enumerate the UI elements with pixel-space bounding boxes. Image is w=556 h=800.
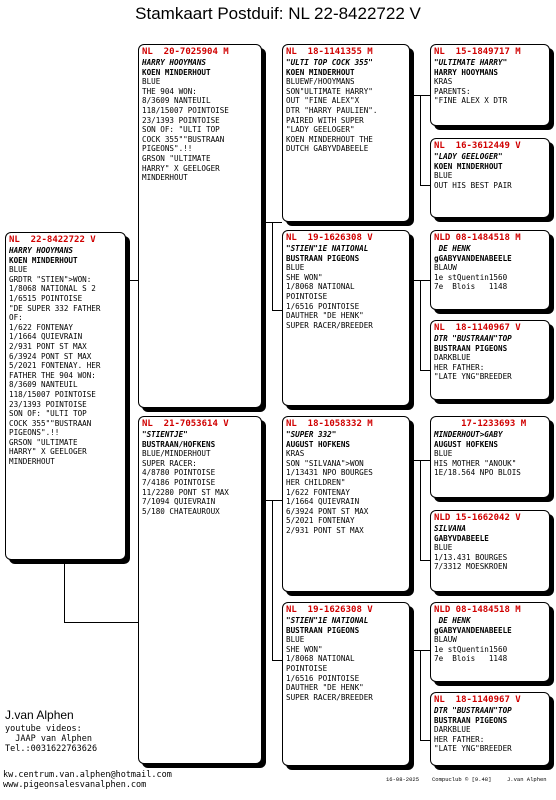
owner-name: gGABYVANDENABEELE	[434, 253, 512, 263]
pedigree-card-dds[interactable]	[430, 602, 550, 682]
detail-line: HER CHILDREN"	[286, 477, 346, 487]
detail-line: PIGEONS".!!	[9, 428, 60, 438]
detail-line: SON OF: "ULTI TOP	[142, 125, 220, 135]
ring-number: NLD 08-1484518 M	[434, 233, 521, 243]
detail-line: OF:	[9, 313, 23, 323]
detail-line: 1/8068 NATIONAL	[286, 654, 355, 664]
detail-line: HER FATHER:	[434, 734, 485, 744]
detail-line: 23/1393 POINTOISE	[142, 115, 220, 125]
detail-line: 4/8780 POINTOISE	[142, 468, 216, 478]
detail-line: 118/15007 POINTOISE	[9, 389, 96, 399]
owner-name: KOEN MINDERHOUT	[286, 67, 355, 77]
pedigree-card-subject[interactable]	[5, 232, 126, 560]
detail-line: 1/6516 POINTOISE	[286, 673, 360, 683]
ring-number: NL 15-1849717 M	[434, 47, 521, 57]
detail-line: "LATE YNG"BREEDER	[434, 372, 512, 382]
card-details	[142, 77, 258, 183]
pigeon-name: "ULTI TOP COCK 355"	[286, 58, 373, 67]
ring-number: NL 18-1141355 M	[286, 47, 373, 57]
detail-line: 8/3609 NANTEUIL	[9, 380, 78, 390]
ring-number: 17-1233693 M	[434, 419, 527, 429]
detail-line: PIGEONS".!!	[142, 144, 193, 154]
card-details	[286, 635, 406, 702]
detail-line: "DE SUPER 332 FATHER	[9, 303, 101, 313]
youtube-label: youtube videos:	[5, 724, 82, 734]
pedigree-card-dam[interactable]	[138, 416, 262, 764]
detail-line: MINDERHOUT	[142, 173, 188, 183]
owner-name: GABYVDABEELE	[434, 533, 489, 543]
pigeon-name: DE HENK	[434, 616, 471, 625]
detail-line: POINTOISE	[286, 663, 328, 673]
detail-line: SON OF: "ULTI TOP	[9, 409, 87, 419]
ring-number: NLD 08-1484518 M	[434, 605, 521, 615]
detail-line: 1/13.431 BOURGES	[434, 552, 508, 562]
card-details	[286, 449, 406, 535]
detail-line: 1/8068 NATIONAL S 2	[9, 284, 96, 294]
ring-number: NL 19-1626308 V	[286, 233, 373, 243]
detail-line: HIS MOTHER "ANOUK"	[434, 458, 517, 468]
pigeon-name: DE HENK	[434, 244, 471, 253]
detail-line: SHE WON"	[286, 644, 323, 654]
detail-line: 8/3609 NANTEUIL	[142, 96, 211, 106]
owner-name: KOEN MINDERHOUT	[142, 67, 211, 77]
detail-line: GRSON "ULTIMATE	[9, 437, 78, 447]
owner-name: BUSTRAAN/HOFKENS	[142, 439, 216, 449]
detail-line: HARRY" X GEELOGER	[9, 447, 87, 457]
owner-name: gGABYVANDENABEELE	[434, 625, 512, 635]
connector-line	[420, 560, 430, 561]
detail-line: 23/1393 POINTOISE	[9, 399, 87, 409]
pigeon-name: HARRY HOOYMANS	[142, 58, 207, 67]
connector-line	[126, 280, 138, 281]
connector-line	[420, 370, 430, 371]
detail-line: 1/8068 NATIONAL	[286, 282, 355, 292]
pedigree-card-sire-dam[interactable]	[282, 230, 410, 406]
detail-line: 2/931 PONT ST MAX	[286, 525, 364, 535]
detail-line: SON"ULTIMATE HARRY"	[286, 86, 373, 96]
pedigree-card-sire[interactable]	[138, 44, 262, 408]
detail-line: 1/6516 POINTOISE	[286, 301, 360, 311]
pigeon-name: "LADY GEELOGER"	[434, 152, 503, 161]
ring-number: NL 16-3612449 V	[434, 141, 521, 151]
ring-number: NL 22-8422722 V	[9, 235, 96, 245]
detail-line: 6/3924 PONT ST MAX	[9, 351, 92, 361]
pedigree-card-sss[interactable]	[430, 44, 550, 126]
youtube-channel: JAAP van Alphen	[5, 734, 92, 744]
card-details	[286, 77, 406, 154]
detail-line: 5/2021 FONTENAY. HER	[9, 361, 101, 371]
detail-line: KRAS	[434, 77, 453, 87]
owner-name: AUGUST HOFKENS	[286, 439, 351, 449]
telephone: Tel.:0031622763626	[5, 744, 98, 754]
owner-name: KOEN MINDERHOUT	[434, 161, 503, 171]
detail-line: SUPER RACER:	[142, 458, 197, 468]
detail-line: 7/1094 QUIEVRAIN	[142, 497, 216, 507]
ring-number: NL 18-1058332 M	[286, 419, 373, 429]
detail-line: BLAUW	[434, 263, 457, 273]
pedigree-card-sds[interactable]	[430, 230, 550, 310]
detail-line: 6/3924 PONT ST MAX	[286, 506, 369, 516]
ring-number: NL 18-1140967 V	[434, 695, 521, 705]
detail-line: 7e Blois 1148	[434, 654, 508, 664]
connector-line	[272, 500, 273, 660]
owner-name: BUSTRAAN PIGEONS	[434, 343, 508, 353]
detail-line: DAUTHER "DE HENK"	[286, 311, 364, 321]
detail-line: 1/1664 QUIEVRAIN	[286, 497, 360, 507]
connector-line	[64, 560, 65, 622]
detail-line: BLUEWF/HOOYMANS	[286, 77, 355, 87]
connector-line	[64, 622, 138, 623]
pigeon-name: MINDERHOUT>GABY	[434, 430, 503, 439]
detail-line: "LATE YNG"BREEDER	[434, 744, 512, 754]
connector-line	[272, 222, 273, 310]
ring-number: NLD 15-1662042 V	[434, 513, 521, 523]
detail-line: SON "SILVANA">WON	[286, 458, 364, 468]
detail-line: "LADY GEELOGER"	[286, 125, 355, 135]
pedigree-card-sdd[interactable]	[430, 320, 550, 400]
pedigree-card-ddd[interactable]	[430, 692, 550, 766]
detail-line: BLUE	[434, 171, 453, 181]
detail-line: 7/4186 POINTOISE	[142, 477, 216, 487]
detail-line: DARKBLUE	[434, 725, 471, 735]
ring-number: NL 21-7053614 V	[142, 419, 229, 429]
page-title: Stamkaart Postduif: NL 22-8422722 V	[135, 4, 421, 23]
detail-line: 7e Blois 1148	[434, 282, 508, 292]
detail-line: 1/13431 NPO BOURGES	[286, 468, 373, 478]
connector-line	[420, 740, 430, 741]
owner-name: BUSTRAAN PIGEONS	[286, 625, 360, 635]
website-link[interactable]: www.pigeonsalesvanalphen.com	[3, 780, 147, 790]
print-date: 16-08-2025	[386, 776, 420, 783]
owner-name: BUSTRAAN PIGEONS	[286, 253, 360, 263]
detail-line: 1e stQuentin1560	[434, 272, 508, 282]
detail-line: PAIRED WITH SUPER	[286, 115, 364, 125]
detail-line: KRAS	[286, 449, 305, 459]
detail-line: 7/3312 MOESKROEN	[434, 562, 508, 572]
author-credit: J.van Alphen	[507, 776, 547, 783]
detail-line: 11/2280 PONT ST MAX	[142, 487, 229, 497]
detail-line: BLUE	[286, 635, 305, 645]
ring-number: NL 19-1626308 V	[286, 605, 373, 615]
detail-line: 1/622 FONTENAY	[9, 322, 74, 332]
pigeon-name: DTR "BUSTRAAN"TOP	[434, 334, 512, 343]
detail-line: BLUE	[286, 263, 305, 273]
detail-line: 2/931 PONT ST MAX	[9, 341, 87, 351]
detail-line: COCK 355""BUSTRAAN	[9, 418, 92, 428]
card-details	[286, 263, 406, 330]
connector-line	[272, 310, 282, 311]
detail-line: 1/1664 QUIEVRAIN	[9, 332, 83, 342]
detail-line: DUTCH GABYVDABEELE	[286, 144, 369, 154]
detail-line: BLUE	[434, 449, 453, 459]
software-credit: Compuclub © [9.48]	[432, 776, 492, 783]
detail-line: 5/180 CHATEAUROUX	[142, 506, 220, 516]
connector-line	[272, 660, 282, 661]
email-link[interactable]: kw.centrum.van.alphen@hotmail.com	[3, 770, 172, 780]
pedigree-card-sire-sire[interactable]	[282, 44, 410, 222]
detail-line: GRDTR "STIEN">WON:	[9, 274, 92, 284]
detail-line: 5/2021 FONTENAY	[286, 516, 355, 526]
detail-line: 1/6515 POINTOISE	[9, 293, 83, 303]
detail-line: SUPER RACER/BREEDER	[286, 692, 373, 702]
detail-line: SUPER RACER/BREEDER	[286, 320, 373, 330]
detail-line: BLUE/MINDERHOUT	[142, 449, 211, 459]
detail-line: BLUE	[434, 543, 453, 553]
detail-line: DARKBLUE	[434, 353, 471, 363]
connector-line	[420, 95, 421, 185]
connector-line	[420, 460, 421, 560]
owner-name: HARRY HOOYMANS	[434, 67, 499, 77]
connector-line	[420, 185, 430, 186]
detail-line: 118/15007 POINTOISE	[142, 105, 229, 115]
detail-line: BLAUW	[434, 635, 457, 645]
detail-line: MINDERHOUT	[9, 457, 55, 467]
pigeon-name: DTR "BUSTRAAN"TOP	[434, 706, 512, 715]
detail-line: PARENTS:	[434, 86, 471, 96]
detail-line: OUT HIS BEST PAIR	[434, 180, 512, 190]
detail-line: KOEN MINDERHOUT THE	[286, 134, 373, 144]
owner-name: KOEN MINDERHOUT	[9, 255, 78, 265]
card-details	[142, 449, 258, 516]
detail-line: 1/622 FONTENAY	[286, 487, 351, 497]
pigeon-name: "STIEN"1E NATIONAL	[286, 244, 369, 253]
pigeon-name: "STIEN"1E NATIONAL	[286, 616, 369, 625]
connector-line	[420, 650, 421, 740]
owner-name: BUSTRAAN PIGEONS	[434, 715, 508, 725]
detail-line: POINTOISE	[286, 291, 328, 301]
detail-line: HER FATHER:	[434, 362, 485, 372]
detail-line: 1E/18.564 NPO BLOIS	[434, 468, 521, 478]
card-details	[9, 265, 122, 466]
detail-line: COCK 355""BUSTRAAN	[142, 134, 225, 144]
detail-line: "FINE ALEX X DTR	[434, 96, 508, 106]
breeder-name: J.van Alphen	[5, 708, 74, 722]
detail-line: DTR "HARRY PAULIEN".	[286, 105, 378, 115]
pedigree-card-dsd[interactable]	[430, 510, 550, 592]
pedigree-card-ssd[interactable]	[430, 138, 550, 218]
detail-line: SHE WON"	[286, 272, 323, 282]
detail-line: HARRY" X GEELOGER	[142, 163, 220, 173]
detail-line: BLUE	[142, 77, 161, 87]
pigeon-name: "SUPER 332"	[286, 430, 337, 439]
pigeon-name: "ULTIMATE HARRY"	[434, 58, 508, 67]
detail-line: BLUE	[9, 265, 28, 275]
detail-line: DAUTHER "DE HENK"	[286, 683, 364, 693]
detail-line: OUT "FINE ALEX"X	[286, 96, 360, 106]
pigeon-name: HARRY HOOYMANS	[9, 246, 74, 255]
owner-name: AUGUST HOFKENS	[434, 439, 499, 449]
detail-line: 1e stQuentin1560	[434, 644, 508, 654]
pigeon-name: SILVANA	[434, 524, 467, 533]
pedigree-card-dam-dam[interactable]	[282, 602, 410, 766]
ring-number: NL 20-7025904 M	[142, 47, 229, 57]
pedigree-card-dss[interactable]	[430, 416, 550, 498]
ring-number: NL 18-1140967 V	[434, 323, 521, 333]
detail-line: FATHER THE 904 WON:	[9, 370, 96, 380]
pedigree-card-dam-sire[interactable]	[282, 416, 410, 592]
detail-line: GRSON "ULTIMATE	[142, 153, 211, 163]
detail-line: THE 904 WON:	[142, 86, 197, 96]
pigeon-name: "STIENTJE"	[142, 430, 188, 439]
connector-line	[420, 280, 421, 370]
